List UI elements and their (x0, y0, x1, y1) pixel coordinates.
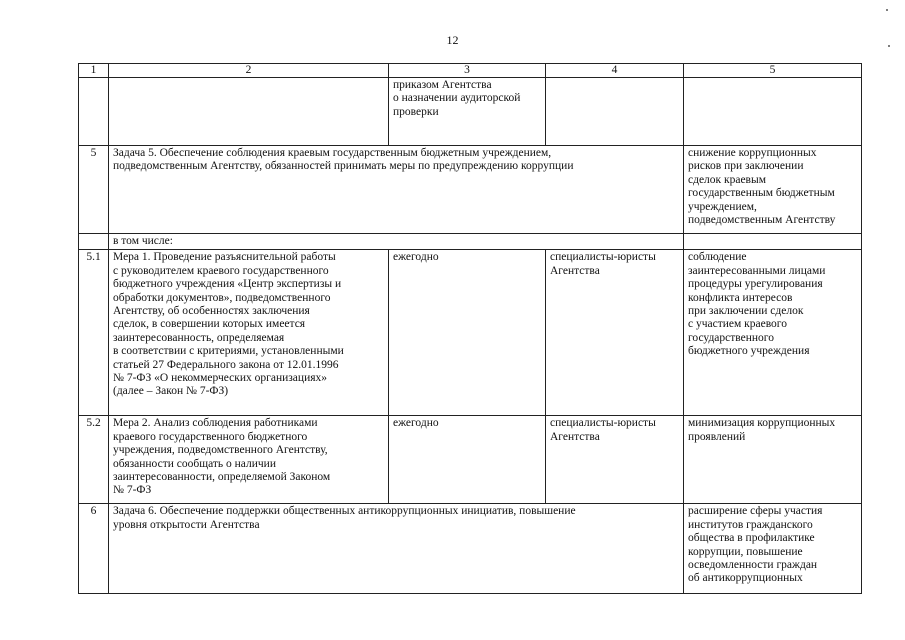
term-cell: ежегодно (389, 416, 546, 504)
column-number-cell: 4 (546, 64, 684, 78)
number-cell: 5.1 (79, 250, 109, 416)
table-header-row (79, 64, 862, 78)
number-cell: 6 (79, 504, 109, 594)
page-number: 12 (446, 33, 459, 47)
table-row (79, 250, 862, 416)
result-cell: снижение коррупционных рисков при заключении сделок краевым государственным бюджетным учреждением, подведомственным Агентству (684, 146, 862, 234)
number-cell: 5 (79, 146, 109, 234)
result-cell: соблюдение заинтересованными лицами процедуры урегулирования конфликта интересов при заключении сделок с участием краевого государственного бюджетного учреждения (684, 250, 862, 416)
table-row (79, 146, 862, 234)
measures-table (78, 63, 862, 594)
column-number-cell: 5 (684, 64, 862, 78)
column-number-cell: 2 (109, 64, 389, 78)
result-cell (684, 234, 862, 250)
table-row (79, 234, 862, 250)
measure-cell (109, 78, 389, 146)
result-cell (684, 78, 862, 146)
table-row (79, 416, 862, 504)
table-row (79, 78, 862, 146)
number-cell: 5.2 (79, 416, 109, 504)
term-cell: ежегодно (389, 250, 546, 416)
result-cell: расширение сферы участия институтов гражданского общества в профилактике коррупции, повышение осведомленности граждан об антикоррупционных (684, 504, 862, 594)
number-cell (79, 234, 109, 250)
executor-cell (546, 78, 684, 146)
including-cell: в том числе: (109, 234, 684, 250)
number-cell (79, 78, 109, 146)
scan-speck (888, 45, 890, 47)
executor-cell: специалисты-юристы Агентства (546, 250, 684, 416)
measure-cell: Мера 2. Анализ соблюдения работниками краевого государственного бюджетного учреждения, подведомственного Агентству, обязанности сообщать о наличии заинтересованности, определяемой Законом № 7-ФЗ (109, 416, 389, 504)
measures-table-container (78, 63, 861, 594)
column-number-cell: 1 (79, 64, 109, 78)
column-number-cell: 3 (389, 64, 546, 78)
term-cell: приказом Агентства о назначении аудиторской проверки (389, 78, 546, 146)
task-cell: Задача 5. Обеспечение соблюдения краевым государственным бюджетным учреждением, подведомственным Агентству, обязанностей принимать меры по предупреждению коррупции (109, 146, 684, 234)
table-body (79, 64, 862, 594)
task-cell: Задача 6. Обеспечение поддержки общественных антикоррупционных инициатив, повышение уровня открытости Агентства (109, 504, 684, 594)
table-row (79, 504, 862, 594)
result-cell: минимизация коррупционных проявлений (684, 416, 862, 504)
scan-speck (886, 9, 888, 11)
executor-cell: специалисты-юристы Агентства (546, 416, 684, 504)
measure-cell: Мера 1. Проведение разъяснительной работы с руководителем краевого государственного бюджетного учреждения «Центр экспертизы и обработки документов», подведомственного Агентству, об особенностях заключения сделок, в совершении которых имеется заинтересованность, определяемая в соответствии с критериями, установленными статьей 27 Федерального закона от 12.01.1996 № 7-ФЗ «О некоммерческих организациях» (далее – Закон № 7-ФЗ) (109, 250, 389, 416)
